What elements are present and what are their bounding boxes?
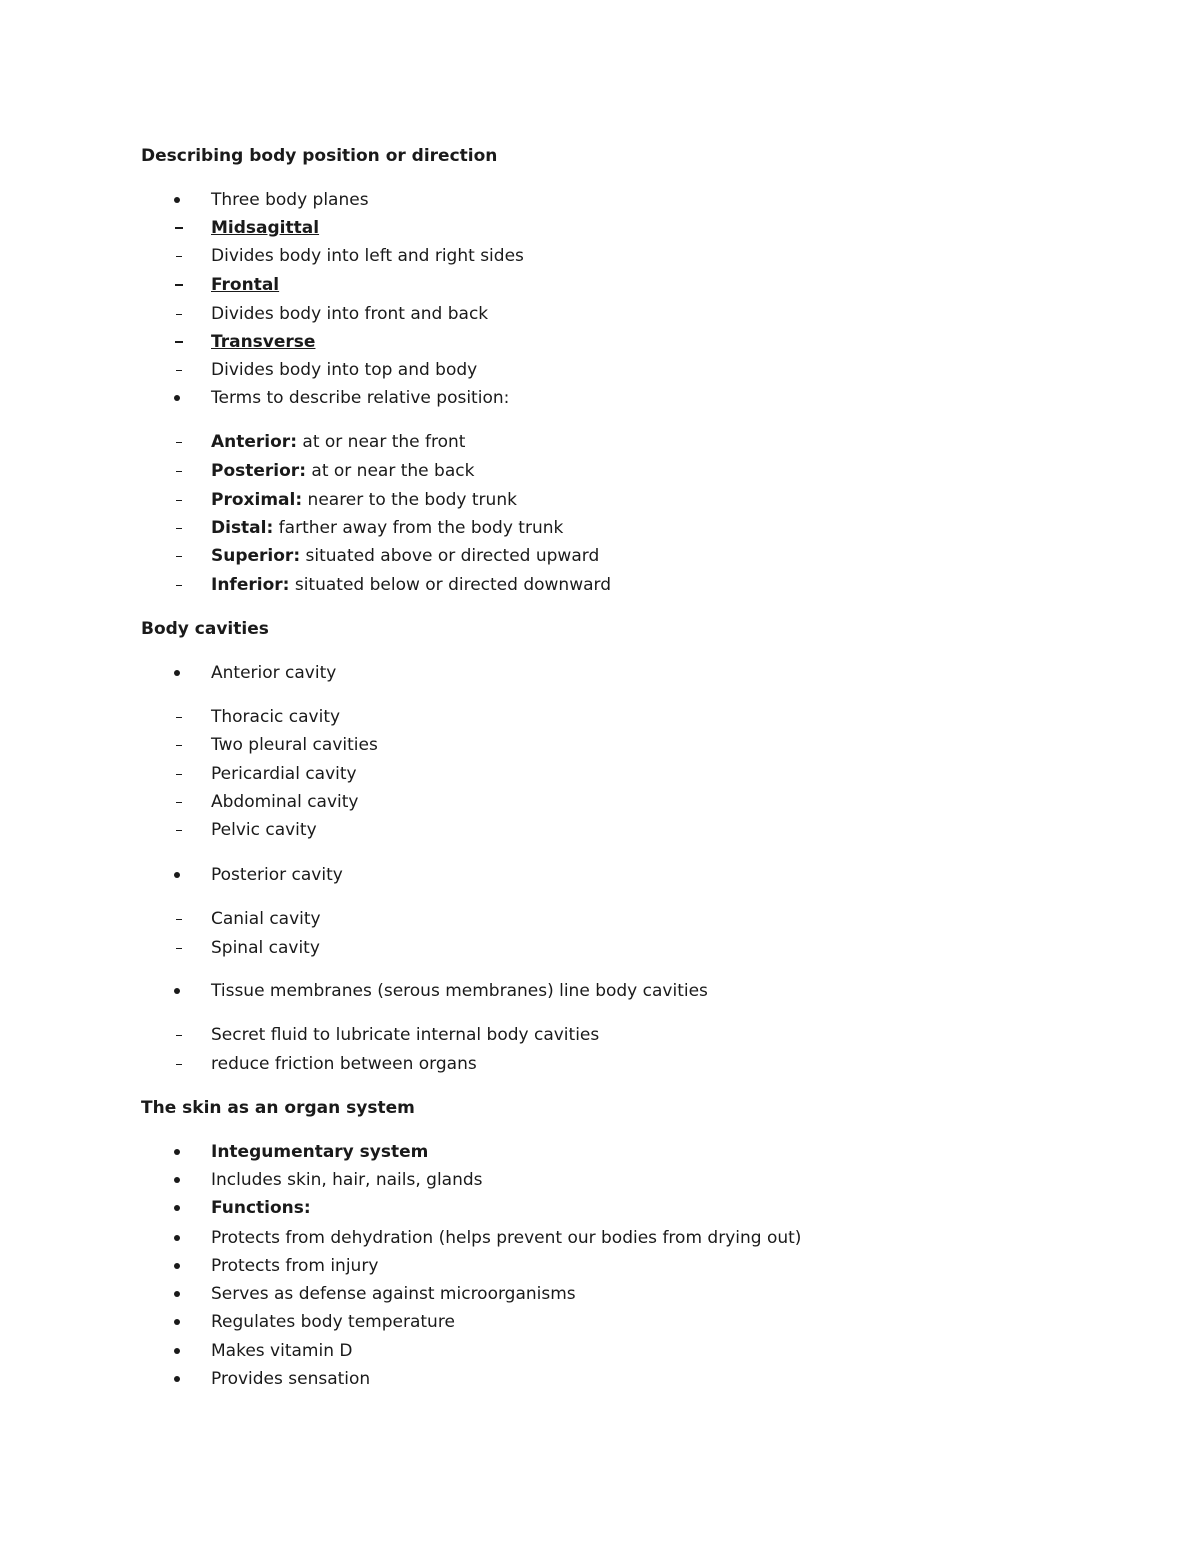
dash-icon (172, 574, 188, 596)
dash-icon (172, 791, 188, 813)
dash-icon (172, 1053, 188, 1075)
bullet-icon (172, 189, 188, 211)
dash-icon (172, 331, 188, 353)
bullet-icon (172, 1340, 188, 1362)
dash-icon (172, 937, 188, 959)
bullet-icon (172, 387, 188, 409)
bullet-icon (172, 1255, 188, 1277)
dash-icon (172, 734, 188, 756)
dash-icon (172, 217, 188, 239)
section-heading-body-position: Describing body position or direction (141, 146, 498, 166)
bullet-icon (172, 864, 188, 886)
dash-icon (172, 303, 188, 325)
bullet-icon (172, 1197, 188, 1219)
dash-icon (172, 460, 188, 482)
dash-icon (172, 274, 188, 296)
dash-icon (172, 908, 188, 930)
section-heading-body-cavities: Body cavities (141, 619, 269, 639)
dash-icon (172, 245, 188, 267)
dash-icon (172, 545, 188, 567)
bullet-icon (172, 1227, 188, 1249)
dash-icon (172, 489, 188, 511)
dash-icon (172, 1024, 188, 1046)
dash-icon (172, 359, 188, 381)
bullet-icon (172, 1169, 188, 1191)
dash-icon (172, 431, 188, 453)
bullet-icon (172, 1141, 188, 1163)
dash-icon (172, 819, 188, 841)
section-heading-skin-organ-system: The skin as an organ system (141, 1098, 415, 1118)
dash-icon (172, 763, 188, 785)
bullet-icon (172, 980, 188, 1002)
bullet-icon (172, 1283, 188, 1305)
bullet-icon (172, 1368, 188, 1390)
dash-icon (172, 706, 188, 728)
bullet-icon (172, 662, 188, 684)
dash-icon (172, 517, 188, 539)
bullet-icon (172, 1311, 188, 1333)
document-page: Describing body position or direction Three body planes Midsagittal Divides body into left and right sides Frontal Divides body into front and back Transverse Divides body into top and body Terms to describe relative position: Anterior: at or near the front Posterior: at or near the back Proximal: nearer to the body trunk Distal: farther away from the body trunk Superior: situated above or directed upward Inferior: situated below or directed downward Body cavities Anterior cavity Thoracic cavity Two pleural cavities Pericardial cavity Abdominal cavity Pelvic cavity Posterior cavity Canial cavity Spinal cavity Tissue membranes (serous membranes) line body cavities Secret fluid to lubricate internal body cavities reduce friction between organs The skin as an organ system Integumentary system Includes skin, hair, nails, glands Functions: Protects from dehydration (helps prevent our bodies from drying out) Protects from injury Serves as defense against microorganisms Regulates body temperature Makes vitamin D Provides sensation (0, 0, 1200, 1553)
